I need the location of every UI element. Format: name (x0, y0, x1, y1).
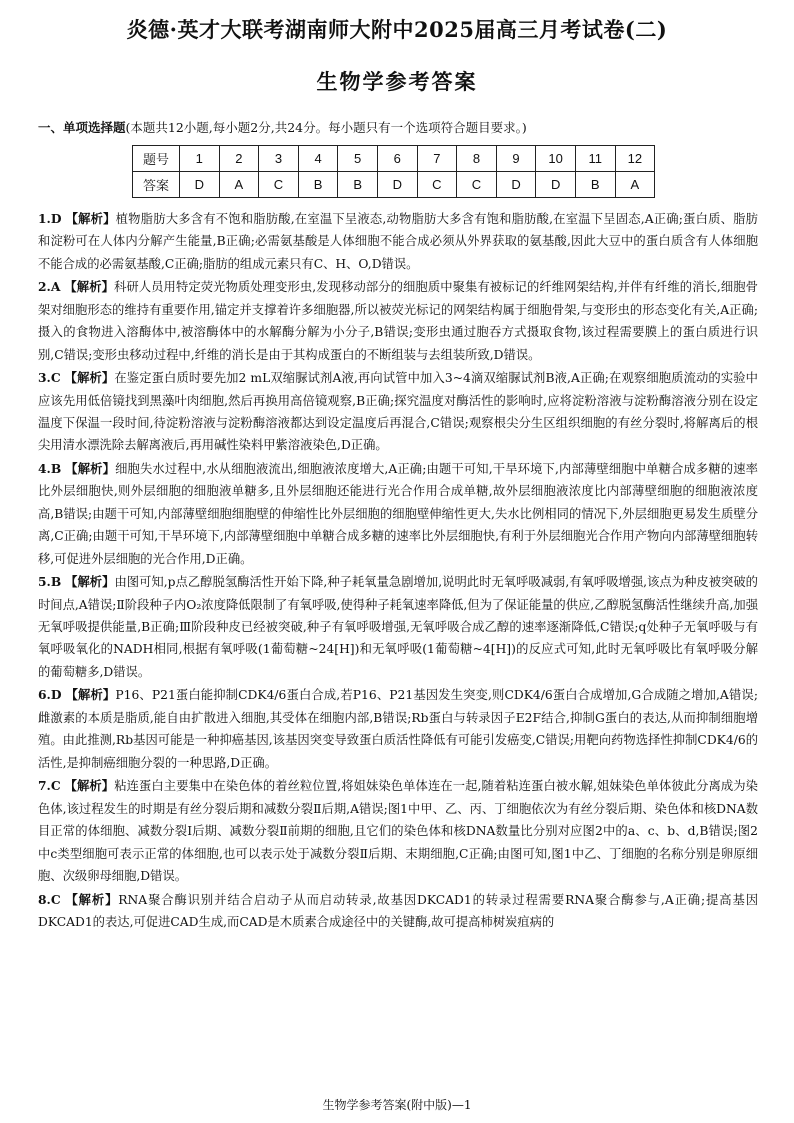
item-tag: 【解析】 (64, 778, 115, 794)
section-note: (本题共12小题,每小题2分,共24分。每小题只有一个选项符合题目要求。) (125, 120, 527, 135)
table-number-cell: 1 (180, 146, 220, 172)
explanation-item (38, 458, 758, 570)
item-number: 1.D (38, 211, 62, 226)
table-number-cell: 11 (575, 146, 615, 172)
explanation-item (38, 775, 758, 887)
table-number-cell: 4 (298, 146, 338, 172)
item-number: 4.B (38, 461, 62, 477)
explanation-item (38, 889, 758, 934)
table-number-cell: 12 (615, 146, 655, 172)
exam-title: 炎德·英才大联考湖南师大附中2025届高三月考试卷(二) (126, 17, 668, 42)
item-tag: 【解析】 (65, 574, 115, 590)
table-answer-cell: D (536, 172, 576, 198)
explanation-item (38, 276, 758, 366)
item-text: 粘连蛋白主要集中在染色体的着丝粒位置,将姐妹染色单体连在一起,随着粘连蛋白被水解,姐妹染色单体彼此分离成为染色体,该过程发生的时期是有丝分裂后期和减数分裂Ⅱ后期,A错误;图1中甲、乙、丙、丁细胞依次为有丝分裂后期、染色体和核DNA数目正常的体细胞、减数分裂Ⅰ后期、减数分裂Ⅱ前期的细胞,且它们的染色体和核DNA数量比分别对应图2中的a、c、b、d,B错误;图2中c类型细胞可表示正常的体细胞,也可以表示处于减数分裂Ⅱ后期、末期细胞,C正确;由图可知,图1中乙、丁细胞的名称分别是卵原细胞、次级卵母细胞,D错误。 (38, 779, 758, 883)
table-number-cell: 8 (457, 146, 497, 172)
answer-table-answer-row (133, 172, 655, 198)
item-tag: 【解析】 (64, 279, 114, 295)
answer-table-number-row (133, 146, 655, 172)
item-number: 5.B (38, 574, 62, 590)
answer-table (132, 145, 655, 198)
table-answer-cell: C (457, 172, 497, 198)
item-number: 7.C (38, 778, 61, 794)
item-text: 由图可知,p点乙醇脱氢酶活性开始下降,种子耗氧量急剧增加,说明此时无氧呼吸减弱,有氧呼吸增强,该点为种皮被突破的时间点,A错误;Ⅱ阶段种子内O₂浓度降低限制了有氧呼吸,使得种子耗氧速率降低,但为了保证能量的供应,乙醇脱氢酶活性继续升高,加强无氧呼吸提供能量,B正确;Ⅲ阶段种皮已经被突破,种子有氧呼吸增强,无氧呼吸合成乙醇的速率逐渐降低,C错误;q处种子无氧呼吸与有氧呼吸氧化的NADH相同,根据有氧呼吸(1葡萄糖~24[H])和无氧呼吸(1葡萄糖~4[H])的反应式可知,此时无氧呼吸比有氧呼吸分解的葡萄糖多,D错误。 (38, 575, 758, 679)
table-number-cell: 7 (417, 146, 457, 172)
table-number-cell: 6 (377, 146, 417, 172)
item-number: 8.C (38, 891, 61, 907)
item-tag: 【解析】 (65, 687, 116, 703)
table-answer-cell: D (377, 172, 417, 198)
item-tag: 【解析】 (65, 461, 116, 477)
item-text: 细胞失水过程中,水从细胞液流出,细胞液浓度增大,A正确;由题干可知,干旱环境下,内部薄壁细胞中单糖合成多糖的速率比外层细胞快,则外层细胞的细胞液单糖多,且外层细胞还能进行光合作用合成单糖,故外层细胞液浓度比内部薄壁细胞的细胞液浓度高,B错误;由题干可知,内部薄壁细胞细胞壁的伸缩性比外层细胞的细胞壁伸缩性更大,失水比例相同的情况下,外层细胞更易发生质壁分离,C正确;由题干可知,干旱环境下,内部薄壁细胞中单糖合成多糖的速率比外层细胞快,有利于外层细胞光合作用产物向内部薄壁细胞转移,可促进外层细胞的光合作用,D正确。 (38, 462, 758, 566)
section-label: 一、单项选择题 (38, 120, 126, 135)
table-answer-cell: B (298, 172, 338, 198)
table-head-number: 题号 (133, 146, 180, 172)
item-number: 6.D (38, 687, 62, 703)
table-answer-cell: D (180, 172, 220, 198)
table-answer-cell: A (615, 172, 655, 198)
explanation-item (38, 684, 758, 774)
item-text: RNA聚合酶识别并结合启动子从而启动转录,故基因DKCAD1的转录过程需要RNA聚合酶参与,A正确;提高基因DKCAD1的表达,可促进CAD生成,而CAD是木质素合成途径中的关键酶,故可提高柿树炭疽病的 (38, 892, 758, 929)
item-tag: 【解析】 (64, 370, 115, 386)
table-number-cell: 9 (496, 146, 536, 172)
table-number-cell: 2 (219, 146, 259, 172)
table-head-answer: 答案 (133, 172, 180, 198)
table-answer-cell: C (417, 172, 457, 198)
explanation-list (38, 208, 758, 935)
table-answer-cell: B (575, 172, 615, 198)
item-tag: 【解析】 (65, 211, 116, 226)
item-text: 在鉴定蛋白质时要先加2 mL双缩脲试剂A液,再向试管中加入3~4滴双缩脲试剂B液,A正确;在观察细胞质流动的实验中应该先用低倍镜找到黑藻叶肉细胞,然后再换用高倍镜观察,B正确;探究温度对酶活性的影响时,应将淀粉溶液与淀粉酶溶液分别在设定温度下保温一段时间,待淀粉溶液与淀粉酶溶液都达到设定温度后再混合,C错误;观察根尖分生区组织细胞的有丝分裂时,将解离后的根尖用清水漂洗除去解离液后,再用碱性染料甲紫溶液染色,D正确。 (38, 371, 758, 453)
table-answer-cell: C (259, 172, 299, 198)
item-text: 科研人员用特定荧光物质处理变形虫,发现移动部分的细胞质中聚集有被标记的纤维网架结构,并伴有纤维的消长,细胞骨架对细胞形态的维持有重要作用,锚定并支撑着许多细胞器,所以被荧光标记的网架结构属于细胞骨架,与变形虫的形态变化有关,A正确;摄入的食物进入溶酶体中,被溶酶体中的水解酶分解为小分子,B错误;变形虫通过胞吞方式摄取食物,该过程需要膜上的蛋白质进行识别,C错误;变形虫移动过程中,纤维的消长是由于其构成蛋白的不断组装与去组装所致,D错误。 (38, 280, 758, 362)
explanation-item (38, 208, 758, 275)
table-answer-cell: B (338, 172, 378, 198)
item-number: 2.A (38, 279, 61, 295)
table-number-cell: 3 (259, 146, 299, 172)
item-text: 植物脂肪大多含有不饱和脂肪酸,在室温下呈液态,动物脂肪大多含有饱和脂肪酸,在室温下呈固态,A正确;蛋白质、脂肪和淀粉可在人体内分解产生能量,B正确;必需氨基酸是人体细胞不能合成必须从外界获取的氨基酸,因此大豆中的蛋白质含有人体细胞不能合成的必需氨基酸,C正确;脂肪的组成元素只有C、H、O,D错误。 (38, 212, 758, 271)
table-answer-cell: D (496, 172, 536, 198)
item-number: 3.C (38, 370, 61, 386)
page-footer: 生物学参考答案(附中版)—1 (322, 1098, 472, 1112)
table-answer-cell: A (219, 172, 259, 198)
item-text: P16、P21蛋白能抑制CDK4/6蛋白合成,若P16、P21基因发生突变,则CDK4/6蛋白合成增加,G合成随之增加,A错误;雌激素的本质是脂质,能自由扩散进入细胞,其受体在细胞内部,B错误;Rb蛋白与转录因子E2F结合,抑制G蛋白的表达,从而抑制细胞增殖。由此推测,Rb基因可能是一种抑癌基因,该基因突变导致蛋白质活性降低有可能引发癌变,C错误;用靶向药物选择性抑制CDK4/6的活性,是抑制癌细胞分裂的一种思路,D正确。 (38, 688, 758, 770)
explanation-item (38, 571, 758, 683)
item-tag: 【解析】 (65, 891, 119, 907)
table-number-cell: 10 (536, 146, 576, 172)
section-heading (38, 118, 778, 136)
answer-title: 生物学参考答案 (316, 69, 478, 94)
table-number-cell: 5 (338, 146, 378, 172)
explanation-item (38, 367, 758, 457)
